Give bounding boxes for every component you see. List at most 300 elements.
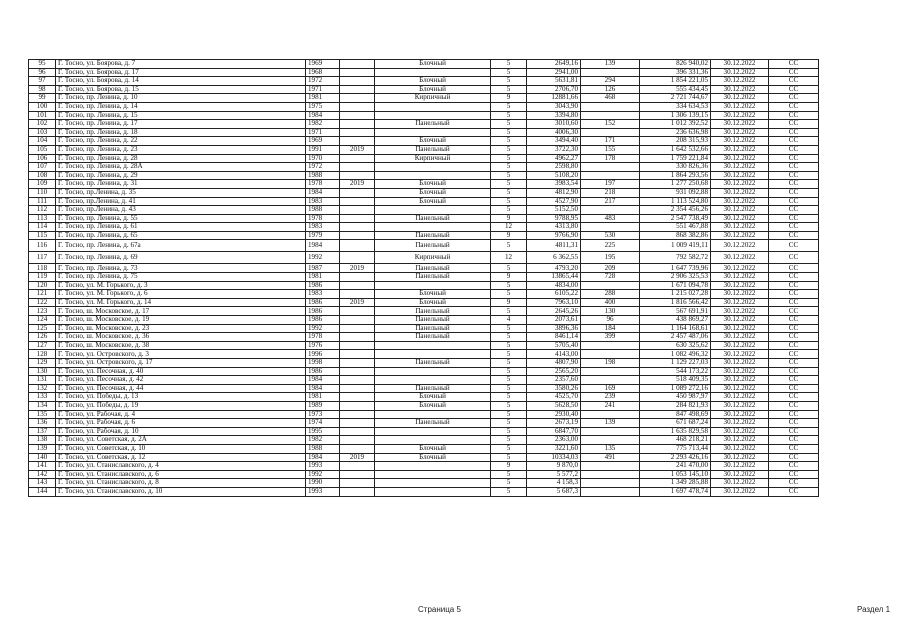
code-cell: СС: [769, 487, 819, 496]
table-body: [29, 60, 819, 497]
repair-year-cell: [340, 206, 375, 215]
area-cell: 6105,22: [527, 290, 581, 299]
floors-cell: 5: [491, 487, 527, 496]
repair-year-cell: [340, 333, 375, 342]
wall-material-cell: Панельный: [375, 120, 491, 129]
build-year-cell: 1993: [306, 462, 340, 471]
repair-year-cell: [340, 214, 375, 223]
table-row: [29, 376, 819, 385]
apartments-cell: 135: [581, 444, 640, 453]
wall-material-cell: Блочный: [375, 60, 491, 69]
repair-year-cell: [340, 137, 375, 146]
build-year-cell: 1971: [306, 85, 340, 94]
wall-material-cell: [375, 427, 491, 436]
code-cell: СС: [769, 401, 819, 410]
amount-cell: 468 218,21: [640, 436, 711, 445]
code-cell: СС: [769, 350, 819, 359]
apartments-cell: [581, 367, 640, 376]
repair-year-cell: [340, 462, 375, 471]
build-year-cell: 1995: [306, 427, 340, 436]
apartments-cell: 294: [581, 77, 640, 86]
wall-material-cell: Панельный: [375, 316, 491, 325]
date-cell: 30.12.2022: [711, 470, 769, 479]
date-cell: 30.12.2022: [711, 316, 769, 325]
repair-year-cell: [340, 171, 375, 180]
code-cell: СС: [769, 290, 819, 299]
table-row: [29, 341, 819, 350]
table-row: [29, 171, 819, 180]
wall-material-cell: [375, 479, 491, 488]
build-year-cell: 1992: [306, 324, 340, 333]
area-cell: 10334,03: [527, 453, 581, 462]
wall-material-cell: [375, 68, 491, 77]
area-cell: 2357,60: [527, 376, 581, 385]
date-cell: 30.12.2022: [711, 350, 769, 359]
address-cell: Г. Тосно, ул. Советская, д. 12: [56, 453, 306, 462]
amount-cell: 284 821,93: [640, 401, 711, 410]
apartments-cell: [581, 102, 640, 111]
code-cell: СС: [769, 393, 819, 402]
row-number: 122: [29, 298, 56, 307]
address-cell: Г. Тосно, ул. Победы, д. 19: [56, 401, 306, 410]
wall-material-cell: Блочный: [375, 290, 491, 299]
amount-cell: 1 012 392,52: [640, 120, 711, 129]
amount-cell: 1 009 419,11: [640, 240, 711, 252]
repair-year-cell: [340, 487, 375, 496]
code-cell: СС: [769, 102, 819, 111]
repair-year-cell: [340, 419, 375, 428]
repair-year-cell: [340, 281, 375, 290]
table-row: [29, 350, 819, 359]
amount-cell: 1 816 566,42: [640, 298, 711, 307]
floors-cell: 5: [491, 393, 527, 402]
code-cell: СС: [769, 376, 819, 385]
floors-cell: 5: [491, 120, 527, 129]
amount-cell: 1 671 094,78: [640, 281, 711, 290]
apartments-cell: [581, 128, 640, 137]
repair-year-cell: [340, 223, 375, 232]
apartments-cell: 178: [581, 154, 640, 163]
address-cell: Г. Тосно, ул. Советская, д. 2А: [56, 436, 306, 445]
area-cell: 3043,90: [527, 102, 581, 111]
code-cell: СС: [769, 281, 819, 290]
build-year-cell: 1976: [306, 341, 340, 350]
row-number: 103: [29, 128, 56, 137]
wall-material-cell: Панельный: [375, 359, 491, 368]
amount-cell: 792 582,72: [640, 252, 711, 264]
amount-cell: 1 642 532,66: [640, 145, 711, 154]
address-cell: Г. Тосно, пр. Ленина, д. 29: [56, 171, 306, 180]
wall-material-cell: [375, 223, 491, 232]
address-cell: Г. Тосно, пр. Ленина, д. 75: [56, 273, 306, 282]
area-cell: 3494,40: [527, 137, 581, 146]
area-cell: 4313,80: [527, 223, 581, 232]
repair-year-cell: [340, 316, 375, 325]
row-number: 133: [29, 393, 56, 402]
area-cell: 5705,40: [527, 341, 581, 350]
amount-cell: 438 869,27: [640, 316, 711, 325]
amount-cell: 1 113 524,80: [640, 197, 711, 206]
address-cell: Г. Тосно, ул. М. Горького, д. 14: [56, 298, 306, 307]
table-row: [29, 252, 819, 264]
code-cell: СС: [769, 298, 819, 307]
build-year-cell: 1978: [306, 180, 340, 189]
amount-cell: 396 331,36: [640, 68, 711, 77]
code-cell: СС: [769, 94, 819, 103]
amount-cell: 1 215 027,28: [640, 290, 711, 299]
date-cell: 30.12.2022: [711, 419, 769, 428]
repair-year-cell: [340, 120, 375, 129]
code-cell: СС: [769, 137, 819, 146]
repair-year-cell: [340, 470, 375, 479]
code-cell: СС: [769, 128, 819, 137]
row-number: 112: [29, 206, 56, 215]
date-cell: 30.12.2022: [711, 393, 769, 402]
table-row: [29, 316, 819, 325]
build-year-cell: 1984: [306, 384, 340, 393]
apartments-cell: 195: [581, 252, 640, 264]
row-number: 119: [29, 273, 56, 282]
build-year-cell: 1981: [306, 94, 340, 103]
area-cell: 3221,60: [527, 444, 581, 453]
table-row: [29, 231, 819, 240]
date-cell: 30.12.2022: [711, 188, 769, 197]
build-year-cell: 1973: [306, 410, 340, 419]
amount-cell: 671 687,24: [640, 419, 711, 428]
apartments-cell: 126: [581, 85, 640, 94]
apartments-cell: [581, 163, 640, 172]
amount-cell: 1 053 145,10: [640, 470, 711, 479]
amount-cell: 236 636,98: [640, 128, 711, 137]
repair-year-cell: [340, 231, 375, 240]
wall-material-cell: [375, 102, 491, 111]
apartments-cell: [581, 427, 640, 436]
apartments-cell: [581, 436, 640, 445]
floors-cell: 5: [491, 281, 527, 290]
wall-material-cell: [375, 462, 491, 471]
apartments-cell: [581, 479, 640, 488]
date-cell: 30.12.2022: [711, 359, 769, 368]
table-row: [29, 68, 819, 77]
area-cell: 4525,70: [527, 393, 581, 402]
build-year-cell: 1979: [306, 231, 340, 240]
build-year-cell: 1971: [306, 128, 340, 137]
apartments-cell: [581, 281, 640, 290]
area-cell: 2649,16: [527, 60, 581, 69]
floors-cell: 9: [491, 94, 527, 103]
apartments-cell: 218: [581, 188, 640, 197]
wall-material-cell: Панельный: [375, 324, 491, 333]
apartments-cell: [581, 462, 640, 471]
apartments-cell: 139: [581, 60, 640, 69]
address-cell: Г. Тосно, ш. Московское, д. 17: [56, 307, 306, 316]
amount-cell: 826 940,02: [640, 60, 711, 69]
date-cell: 30.12.2022: [711, 240, 769, 252]
apartments-cell: [581, 410, 640, 419]
table-row: [29, 223, 819, 232]
address-cell: Г. Тосно, пр. Ленина, д. 28: [56, 154, 306, 163]
floors-cell: 9: [491, 298, 527, 307]
date-cell: 30.12.2022: [711, 206, 769, 215]
address-cell: Г. Тосно, ул. Песочная, д. 40: [56, 367, 306, 376]
area-cell: 2363,00: [527, 436, 581, 445]
address-cell: Г. Тосно, ул. Станиславского, д. 8: [56, 479, 306, 488]
date-cell: 30.12.2022: [711, 324, 769, 333]
area-cell: 4811,31: [527, 240, 581, 252]
amount-cell: 1 697 478,74: [640, 487, 711, 496]
amount-cell: 1 635 829,58: [640, 427, 711, 436]
floors-cell: 5: [491, 479, 527, 488]
build-year-cell: 1975: [306, 102, 340, 111]
date-cell: 30.12.2022: [711, 333, 769, 342]
area-cell: 6 362,55: [527, 252, 581, 264]
area-cell: 9788,95: [527, 214, 581, 223]
code-cell: СС: [769, 427, 819, 436]
apartments-cell: [581, 350, 640, 359]
floors-cell: 5: [491, 197, 527, 206]
row-number: 124: [29, 316, 56, 325]
area-cell: 3010,60: [527, 120, 581, 129]
table-row: [29, 102, 819, 111]
wall-material-cell: [375, 470, 491, 479]
wall-material-cell: Кирпичный: [375, 252, 491, 264]
build-year-cell: 1988: [306, 171, 340, 180]
wall-material-cell: Блочный: [375, 188, 491, 197]
floors-cell: 5: [491, 102, 527, 111]
address-cell: Г. Тосно, пр. Ленина, д. 10: [56, 94, 306, 103]
amount-cell: 847 498,69: [640, 410, 711, 419]
date-cell: 30.12.2022: [711, 290, 769, 299]
repair-year-cell: [340, 350, 375, 359]
date-cell: 30.12.2022: [711, 128, 769, 137]
table-row: [29, 410, 819, 419]
build-year-cell: 1969: [306, 60, 340, 69]
amount-cell: 1 277 250,68: [640, 180, 711, 189]
area-cell: 8461,14: [527, 333, 581, 342]
row-number: 97: [29, 77, 56, 86]
address-cell: Г. Тосно, пр.Ленина, д. 43: [56, 206, 306, 215]
apartments-cell: 468: [581, 94, 640, 103]
code-cell: СС: [769, 444, 819, 453]
amount-cell: 1 306 139,15: [640, 111, 711, 120]
wall-material-cell: Кирпичный: [375, 154, 491, 163]
floors-cell: 5: [491, 333, 527, 342]
table-row: [29, 111, 819, 120]
wall-material-cell: [375, 171, 491, 180]
wall-material-cell: Панельный: [375, 214, 491, 223]
code-cell: СС: [769, 410, 819, 419]
repair-year-cell: 2019: [340, 453, 375, 462]
area-cell: 5108,20: [527, 171, 581, 180]
area-cell: 4793,20: [527, 264, 581, 273]
area-cell: 3896,36: [527, 324, 581, 333]
wall-material-cell: Панельный: [375, 273, 491, 282]
apartments-cell: 217: [581, 197, 640, 206]
floors-cell: 5: [491, 290, 527, 299]
area-cell: 4 158,3: [527, 479, 581, 488]
date-cell: 30.12.2022: [711, 298, 769, 307]
floors-cell: 5: [491, 324, 527, 333]
repair-year-cell: [340, 188, 375, 197]
apartments-cell: [581, 206, 640, 215]
amount-cell: 931 092,88: [640, 188, 711, 197]
floors-cell: 9: [491, 231, 527, 240]
wall-material-cell: Панельный: [375, 333, 491, 342]
table-row: [29, 487, 819, 496]
row-number: 134: [29, 401, 56, 410]
table-row: [29, 290, 819, 299]
address-cell: Г. Тосно, ул. Советская, д. 10: [56, 444, 306, 453]
code-cell: СС: [769, 453, 819, 462]
floors-cell: 5: [491, 470, 527, 479]
section-label: Раздел 1: [857, 605, 891, 614]
row-number: 98: [29, 85, 56, 94]
amount-cell: 450 987,97: [640, 393, 711, 402]
wall-material-cell: Блочный: [375, 197, 491, 206]
wall-material-cell: Панельный: [375, 384, 491, 393]
build-year-cell: 1988: [306, 444, 340, 453]
date-cell: 30.12.2022: [711, 68, 769, 77]
code-cell: СС: [769, 180, 819, 189]
amount-cell: 518 409,35: [640, 376, 711, 385]
build-year-cell: 1992: [306, 252, 340, 264]
floors-cell: 5: [491, 128, 527, 137]
table-row: [29, 436, 819, 445]
repair-year-cell: [340, 273, 375, 282]
build-year-cell: 1988: [306, 206, 340, 215]
apartments-cell: 530: [581, 231, 640, 240]
apartments-cell: 184: [581, 324, 640, 333]
repair-year-cell: 2019: [340, 145, 375, 154]
address-cell: Г. Тосно, пр. Ленина, д. 67а: [56, 240, 306, 252]
table-row: [29, 154, 819, 163]
table-row: [29, 470, 819, 479]
row-number: 118: [29, 264, 56, 273]
code-cell: СС: [769, 436, 819, 445]
code-cell: СС: [769, 359, 819, 368]
code-cell: СС: [769, 341, 819, 350]
date-cell: 30.12.2022: [711, 163, 769, 172]
table-row: [29, 60, 819, 69]
apartments-cell: 155: [581, 145, 640, 154]
amount-cell: 775 713,44: [640, 444, 711, 453]
address-cell: Г. Тосно, пр.Ленина, д. 35: [56, 188, 306, 197]
area-cell: 9766,90: [527, 231, 581, 240]
date-cell: 30.12.2022: [711, 487, 769, 496]
table-row: [29, 367, 819, 376]
code-cell: СС: [769, 197, 819, 206]
apartments-cell: [581, 470, 640, 479]
repair-year-cell: [340, 252, 375, 264]
date-cell: 30.12.2022: [711, 281, 769, 290]
build-year-cell: 1987: [306, 264, 340, 273]
floors-cell: 5: [491, 85, 527, 94]
address-cell: Г. Тосно, пр. Ленина, д. 65: [56, 231, 306, 240]
date-cell: 30.12.2022: [711, 264, 769, 273]
floors-cell: 5: [491, 367, 527, 376]
table-row: [29, 120, 819, 129]
floors-cell: 5: [491, 341, 527, 350]
code-cell: СС: [769, 85, 819, 94]
floors-cell: 5: [491, 68, 527, 77]
wall-material-cell: Блочный: [375, 453, 491, 462]
wall-material-cell: Панельный: [375, 307, 491, 316]
address-cell: Г. Тосно, ул. Станиславского, д. 10: [56, 487, 306, 496]
area-cell: 5628,50: [527, 401, 581, 410]
area-cell: 4812,90: [527, 188, 581, 197]
build-year-cell: 1981: [306, 273, 340, 282]
address-cell: Г. Тосно, ул. Боярова, д. 15: [56, 85, 306, 94]
row-number: 140: [29, 453, 56, 462]
date-cell: 30.12.2022: [711, 307, 769, 316]
row-number: 131: [29, 376, 56, 385]
address-cell: Г. Тосно, ул. Рабочая, д. 4: [56, 410, 306, 419]
repair-year-cell: [340, 341, 375, 350]
address-cell: Г. Тосно, ул. Песочная, д. 44: [56, 384, 306, 393]
wall-material-cell: [375, 376, 491, 385]
address-cell: Г. Тосно, пр. Ленина, д. 31: [56, 180, 306, 189]
area-cell: 7963,10: [527, 298, 581, 307]
build-year-cell: 1993: [306, 487, 340, 496]
address-cell: Г. Тосно, ул. Победы, д. 13: [56, 393, 306, 402]
date-cell: 30.12.2022: [711, 427, 769, 436]
amount-cell: 630 325,62: [640, 341, 711, 350]
date-cell: 30.12.2022: [711, 60, 769, 69]
floors-cell: 9: [491, 273, 527, 282]
housing-register-table: [28, 59, 819, 497]
repair-year-cell: [340, 85, 375, 94]
area-cell: 6847,70: [527, 427, 581, 436]
area-cell: 2073,61: [527, 316, 581, 325]
repair-year-cell: [340, 376, 375, 385]
repair-year-cell: [340, 94, 375, 103]
date-cell: 30.12.2022: [711, 102, 769, 111]
table-row: [29, 453, 819, 462]
row-number: 113: [29, 214, 56, 223]
row-number: 144: [29, 487, 56, 496]
wall-material-cell: Блочный: [375, 393, 491, 402]
wall-material-cell: Блочный: [375, 401, 491, 410]
build-year-cell: 1978: [306, 214, 340, 223]
build-year-cell: 1984: [306, 188, 340, 197]
date-cell: 30.12.2022: [711, 197, 769, 206]
apartments-cell: 400: [581, 298, 640, 307]
wall-material-cell: [375, 128, 491, 137]
repair-year-cell: 2019: [340, 298, 375, 307]
build-year-cell: 1982: [306, 120, 340, 129]
build-year-cell: 1989: [306, 401, 340, 410]
address-cell: Г. Тосно, ш. Московское, д. 38: [56, 341, 306, 350]
date-cell: 30.12.2022: [711, 171, 769, 180]
floors-cell: 12: [491, 223, 527, 232]
address-cell: Г. Тосно, пр. Ленина, д. 22: [56, 137, 306, 146]
area-cell: 5 687,3: [527, 487, 581, 496]
code-cell: СС: [769, 111, 819, 120]
wall-material-cell: Блочный: [375, 298, 491, 307]
amount-cell: 551 467,88: [640, 223, 711, 232]
date-cell: 30.12.2022: [711, 120, 769, 129]
row-number: 100: [29, 102, 56, 111]
apartments-cell: [581, 68, 640, 77]
table-row: [29, 401, 819, 410]
amount-cell: 1 129 227,03: [640, 359, 711, 368]
address-cell: Г. Тосно, пр. Ленина, д. 55: [56, 214, 306, 223]
floors-cell: 5: [491, 419, 527, 428]
code-cell: СС: [769, 68, 819, 77]
wall-material-cell: Панельный: [375, 231, 491, 240]
wall-material-cell: Блочный: [375, 77, 491, 86]
build-year-cell: 1978: [306, 333, 340, 342]
